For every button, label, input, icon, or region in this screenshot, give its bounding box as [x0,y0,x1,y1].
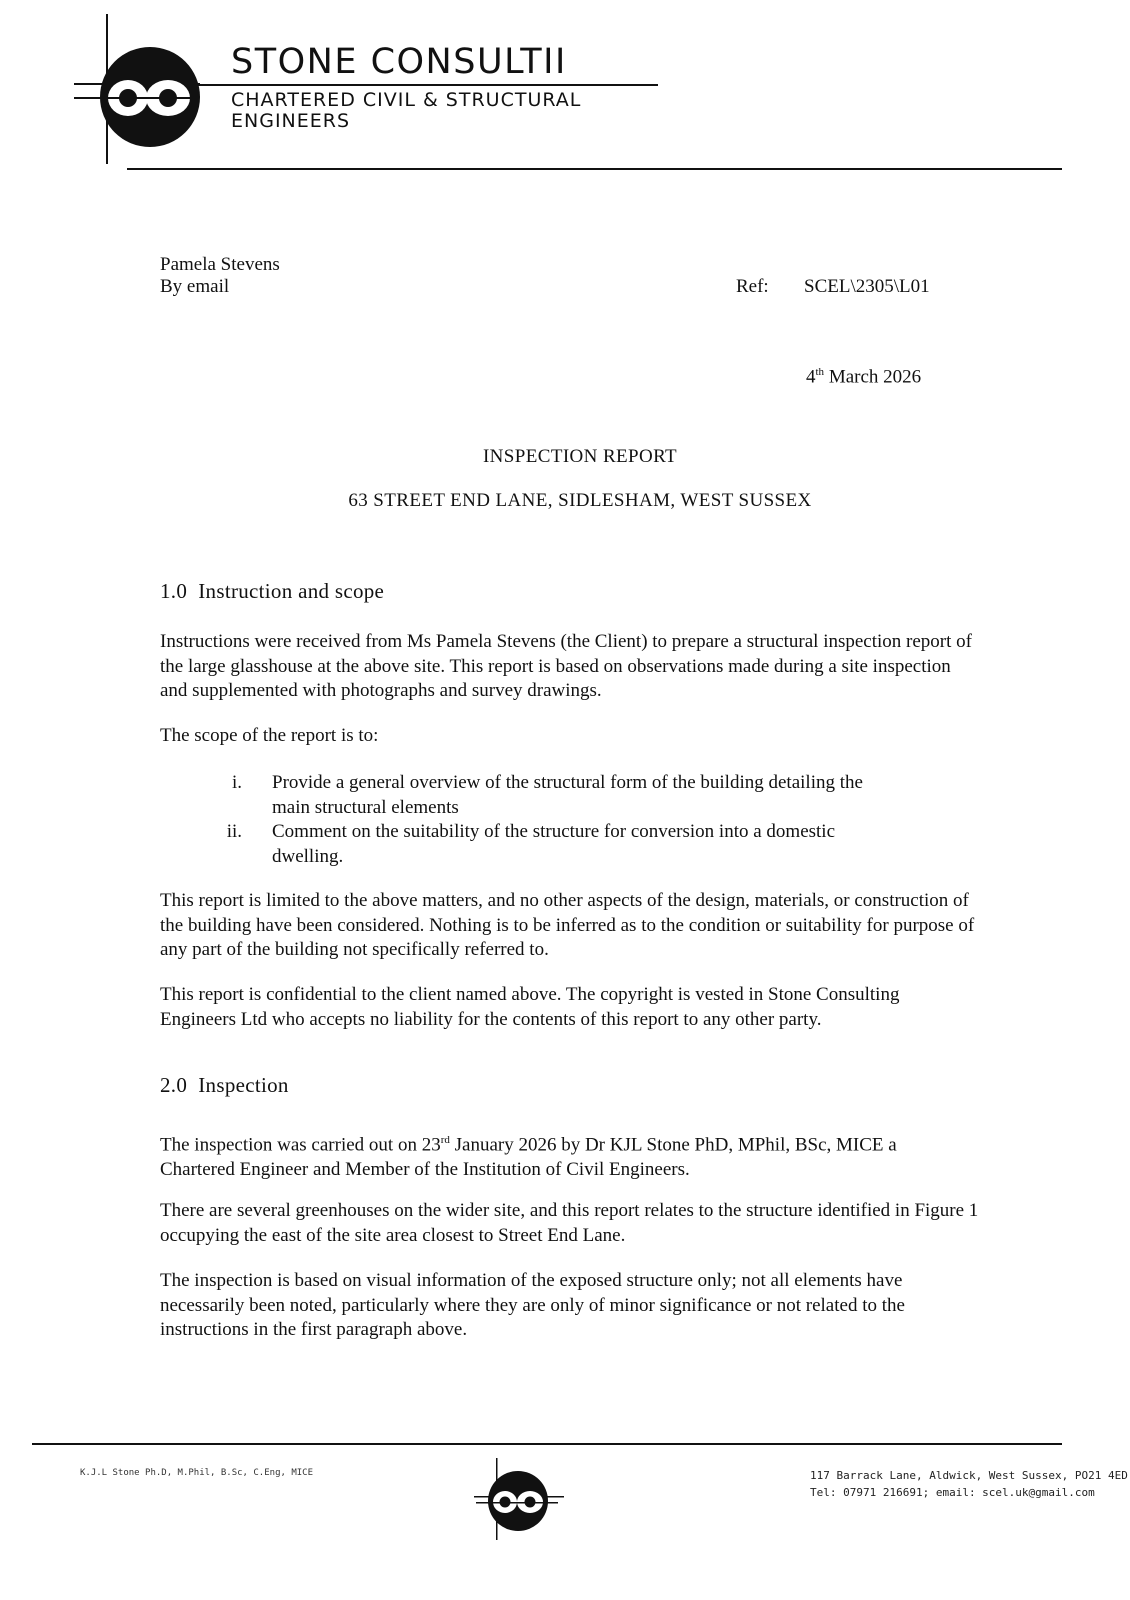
date-suffix: th [815,366,825,378]
report-address: 63 STREET END LANE, SIDLESHAM, WEST SUSSEX [348,490,812,511]
section-2-paragraph-1 [160,1128,970,1182]
section-1-heading: 1.0 Instruction and scope [160,579,385,603]
company-subtitle: CHARTERED CIVIL & STRUCTURAL ENGINEERS [231,89,582,132]
section-2-paragraph-3: The inspection is based on visual information of the exposed structure only; not all elements have necessarily been noted, particularly where they are only of minor significance or not related to the instructions in the first paragraph above. [160,1270,905,1340]
report-title: INSPECTION REPORT [482,446,678,467]
list-item-number: i. [231,772,242,793]
list-item-number: ii. [226,821,242,842]
recipient-name: Pamela Stevens [160,254,280,275]
section-1-paragraph-3: This report is limited to the above matters, and no other aspects of the design, materials, or construction of the building have been considered. Nothing is to be inferred as to the condition or suitability for purpose of any part of the building not specifically referred to. [160,890,975,960]
reference-value: SCEL\2305\L01 [804,276,930,297]
ordinal-suffix: rd [440,1134,450,1146]
section-1-paragraph-4: This report is confidential to the client named above. The copyright is vested in Stone Consulting Engineers Ltd who accepts no liability for the contents of this report to any other party. [160,984,900,1030]
section-2-heading: 2.0 Inspection [160,1073,289,1097]
company-logo [70,14,200,166]
list-item-text: Comment on the suitability of the structure for conversion into a domestic dwelling. [272,821,836,867]
text-segment: The inspection was carried out on 23 [160,1134,441,1156]
list-item-text: Provide a general overview of the structural form of the building detailing the main structural elements [272,772,863,818]
footer-logo [470,1458,566,1542]
scope-list [160,771,920,869]
reference-label: Ref: [736,276,769,297]
letter-date [806,360,921,390]
footer-qualifications: K.J.L Stone Ph.D, M.Phil, B.Sc, C.Eng, MICE [80,1468,313,1478]
letterhead-rule-bottom [127,168,1062,170]
list-item [160,820,920,869]
section-2-paragraph-2: There are several greenhouses on the wider site, and this report relates to the structure identified in Figure 1 occupying the east of the site area closest to Street End Lane. [160,1200,979,1246]
section-1-paragraph-1: Instructions were received from Ms Pamela Stevens (the Client) to prepare a structural inspection report of the large glasshouse at the above site. This report is based on observations made during a site inspection and supplemented with photographs and survey drawings. [160,631,972,701]
footer-address: 117 Barrack Lane, Aldwick, West Sussex, PO21 4ED [810,1469,1128,1482]
text-segment: January 2026 by Dr KJL Stone PhD, MPhil, BSc, MICE a Chartered Engineer and Member of the Institution of Civil Engineers. [160,1134,897,1180]
footer-contact: Tel: 07971 216691; email: scel.uk@gmail.com [810,1486,1095,1499]
date-day: 4 [806,366,816,388]
section-1-paragraph-2: The scope of the report is to: [160,725,379,746]
company-name: STONE CONSULTII [231,42,567,82]
recipient-method: By email [160,276,230,297]
letterhead-rule-top [196,84,658,86]
date-rest: March 2026 [828,366,922,388]
footer-rule [32,1443,1062,1445]
list-item [160,771,920,820]
